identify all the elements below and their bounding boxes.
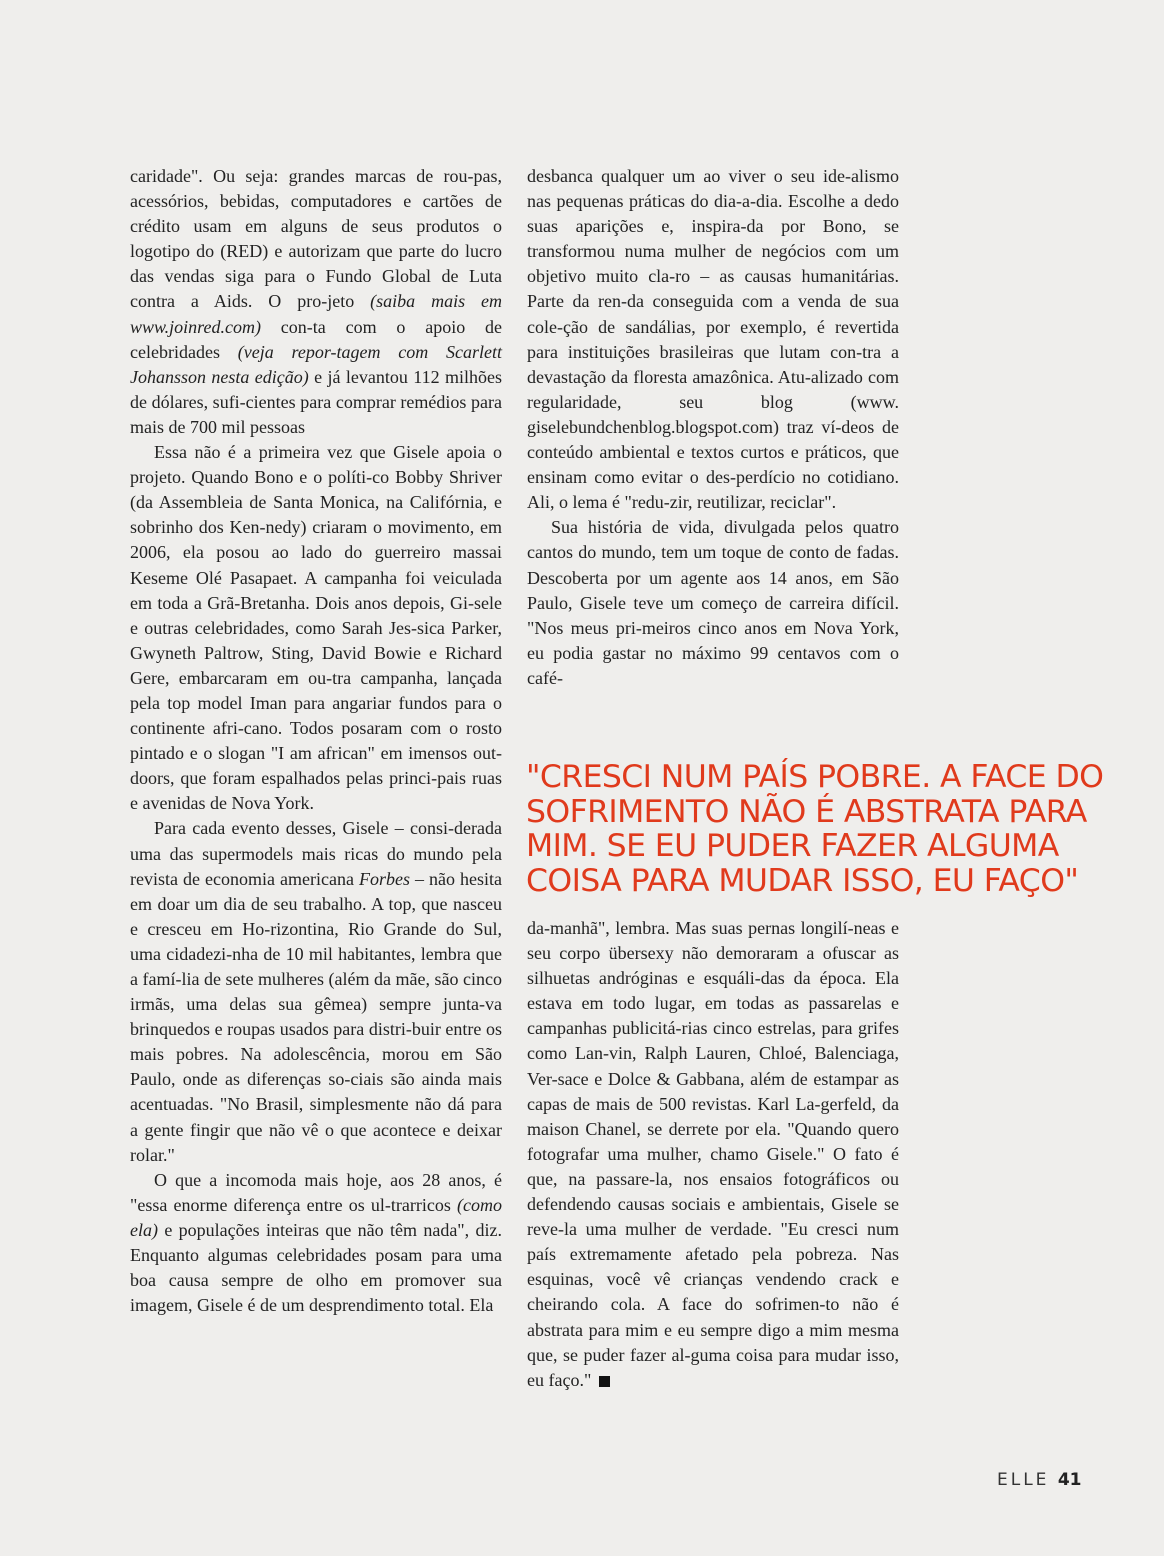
paragraph xyxy=(527,916,899,1393)
paragraph: desbanca qualquer um ao viver o seu ide-alismo nas pequenas práticas do dia-a-dia. Escolhe a dedo suas aparições e, inspira-da por Bono, se transformou numa mulher de negócios com um objetivo muito cla-ro – as causas humanitárias. Parte da ren-da conseguida com a venda de sua cole-ção de sandálias, por exemplo, é revertida para instituições brasileiras que lutam con-tra a devastação da floresta amazônica. Atu-alizado com regularidade, seu blog (www. giselebundchenblog.blogspot.com) traz ví-deos de conteúdo ambiental e textos curtos e práticos, que ensinam como evitar o des-perdício no cotidiano. Ali, o lema é "redu-zir, reutilizar, reciclar". xyxy=(527,166,899,513)
pull-quote-line: "CRESCI NUM PAÍS POBRE. A FACE DO xyxy=(526,759,1104,795)
paragraph: Sua história de vida, divulgada pelos quatro cantos do mundo, tem um toque de conto de fadas. Descoberta por um agente aos 14 anos, em São Paulo, Gisele teve um começo de carreira difícil. "Nos meus pri-meiros cinco anos em Nova York, eu podia gastar no máximo 99 centavos com o café- xyxy=(527,517,899,688)
paragraph-italic-text: (como ela) xyxy=(130,1194,502,1240)
paragraph-italic-text: (saiba mais em www.joinred.com) xyxy=(130,291,503,337)
pull-quote-line: MIM. SE EU PUDER FAZER ALGUMA xyxy=(526,828,1059,864)
paragraph-italic-text: (veja repor-tagem com Scarlett Johansson nesta edição) xyxy=(130,341,502,387)
pull-quote-line: SOFRIMENTO NÃO É ABSTRATA PARA xyxy=(526,793,1087,830)
paragraph-text: e populações inteiras que não têm nada", diz. Enquanto algumas celebridades posam para uma boa causa sempre de olho em promover sua imagem, Gisele é de um desprendimento total. Ela xyxy=(130,1219,502,1316)
pull-quote-line: COISA PARA MUDAR ISSO, EU FAÇO" xyxy=(526,862,1079,899)
paragraph-italic-text: Forbes xyxy=(358,868,410,889)
pull-quote xyxy=(526,759,1104,899)
end-of-article-square-icon xyxy=(599,1376,610,1387)
magazine-name: ELLE xyxy=(997,1470,1050,1490)
paragraph-text: caridade". Ou seja: grandes marcas de rou-pas, acessórios, bebidas, computadores e cartões de crédito usam em alguns de seus produtos o logotipo do (RED) e autorizam que parte do lucro das vendas siga para o Fundo Global de Luta contra a Aids. O pro-jeto xyxy=(130,166,502,312)
paragraph-text: – não hesita em doar um dia de seu trabalho. A top, que nasceu e cresceu em Ho-rizontina, Rio Grande do Sul, uma cidadezi-nha de 10 mil habitantes, lembra que a famí-lia de sete mulheres (além da mãe, são cinco irmãs, uma delas sua gêmea) sempre junta-va brinquedos e roupas usados para distri-buir entre os mais pobres. Na adolescência, morou em São Paulo, onde as diferenças so-ciais são ainda mais acentuadas. "No Brasil, simplesmente não dá para a gente fingir que não vê o que acontece e deixar rolar." xyxy=(130,868,502,1165)
right-column-bottom xyxy=(527,916,899,1393)
page-number: 41 xyxy=(1057,1470,1082,1490)
paragraph xyxy=(130,164,502,440)
paragraph-text: O que a incomoda mais hoje, aos 28 anos, é "essa enorme diferença entre os ul-trarricos xyxy=(130,1169,502,1215)
paragraph xyxy=(130,1168,502,1319)
paragraph: Essa não é a primeira vez que Gisele apoia o projeto. Quando Bono e o políti-co Bobby Shriver (da Assembleia de Santa Monica, na Califórnia, e sobrinho dos Ken-nedy) criaram o movimento, em 2006, ela posou ao lado do guerreiro massai Keseme Olé Pasapaet. A campanha foi veiculada em toda a Grã-Bretanha. Dois anos depois, Gi-sele e outras celebridades, como Sarah Jes-sica Parker, Gwyneth Paltrow, Sting, David Bowie e Richard Gere, embarcaram em ou-tra campanha, lançada pela top model Iman para angariar fundos para o continente afri-cano. Todos posaram com o rosto pintado e o slogan "I am african" em imensos out-doors, que foram espalhados pelas princi-pais ruas e avenidas de Nova York. xyxy=(130,442,502,814)
page-folio xyxy=(997,1470,1082,1490)
paragraph-text: da-manhã", lembra. Mas suas pernas longilí-neas e seu corpo übersexy não demoraram a ofuscar as silhuetas andróginas e esquáli-das da época. Ela estava em todo lugar, em todas as passarelas e campanhas publicitá-rias cinco estrelas, para grifes como Lan-vin, Ralph Lauren, Chloé, Balenciaga, Ver-sace e Dolce & Gabbana, além de estampar as capas de mais de 500 revistas. Karl La-gerfeld, da maison Chanel, se derrete por ela. "Quando quero fotografar uma mulher, chamo Gisele." O fato é que, na passare-la, nos ensaios fotográficos ou defendendo causas sociais e ambientais, Gisele se reve-la uma mulher de verdade. "Eu cresci num país extremamente afetado pela pobreza. Nas esquinas, você vê crianças vendendo crack e cheirando cola. A face do sofrimen-to não é abstrata para mim e eu sempre digo a mim mesma que, se puder fazer al-guma coisa para mudar isso, eu faço." xyxy=(527,918,899,1390)
paragraph xyxy=(130,816,502,1167)
paragraph-text: Para cada evento desses, Gisele – consi-derada uma das supermodels mais ricas do mundo pela revista de economia americana xyxy=(130,818,502,889)
left-column xyxy=(130,164,502,1318)
paragraph-text: e já levantou 112 milhões de dólares, sufi-cientes para comprar remédios para mais de 700 mil pessoas xyxy=(130,366,502,437)
paragraph-text: con-ta com o apoio de celebridades xyxy=(130,316,502,362)
right-column-top xyxy=(527,164,899,691)
